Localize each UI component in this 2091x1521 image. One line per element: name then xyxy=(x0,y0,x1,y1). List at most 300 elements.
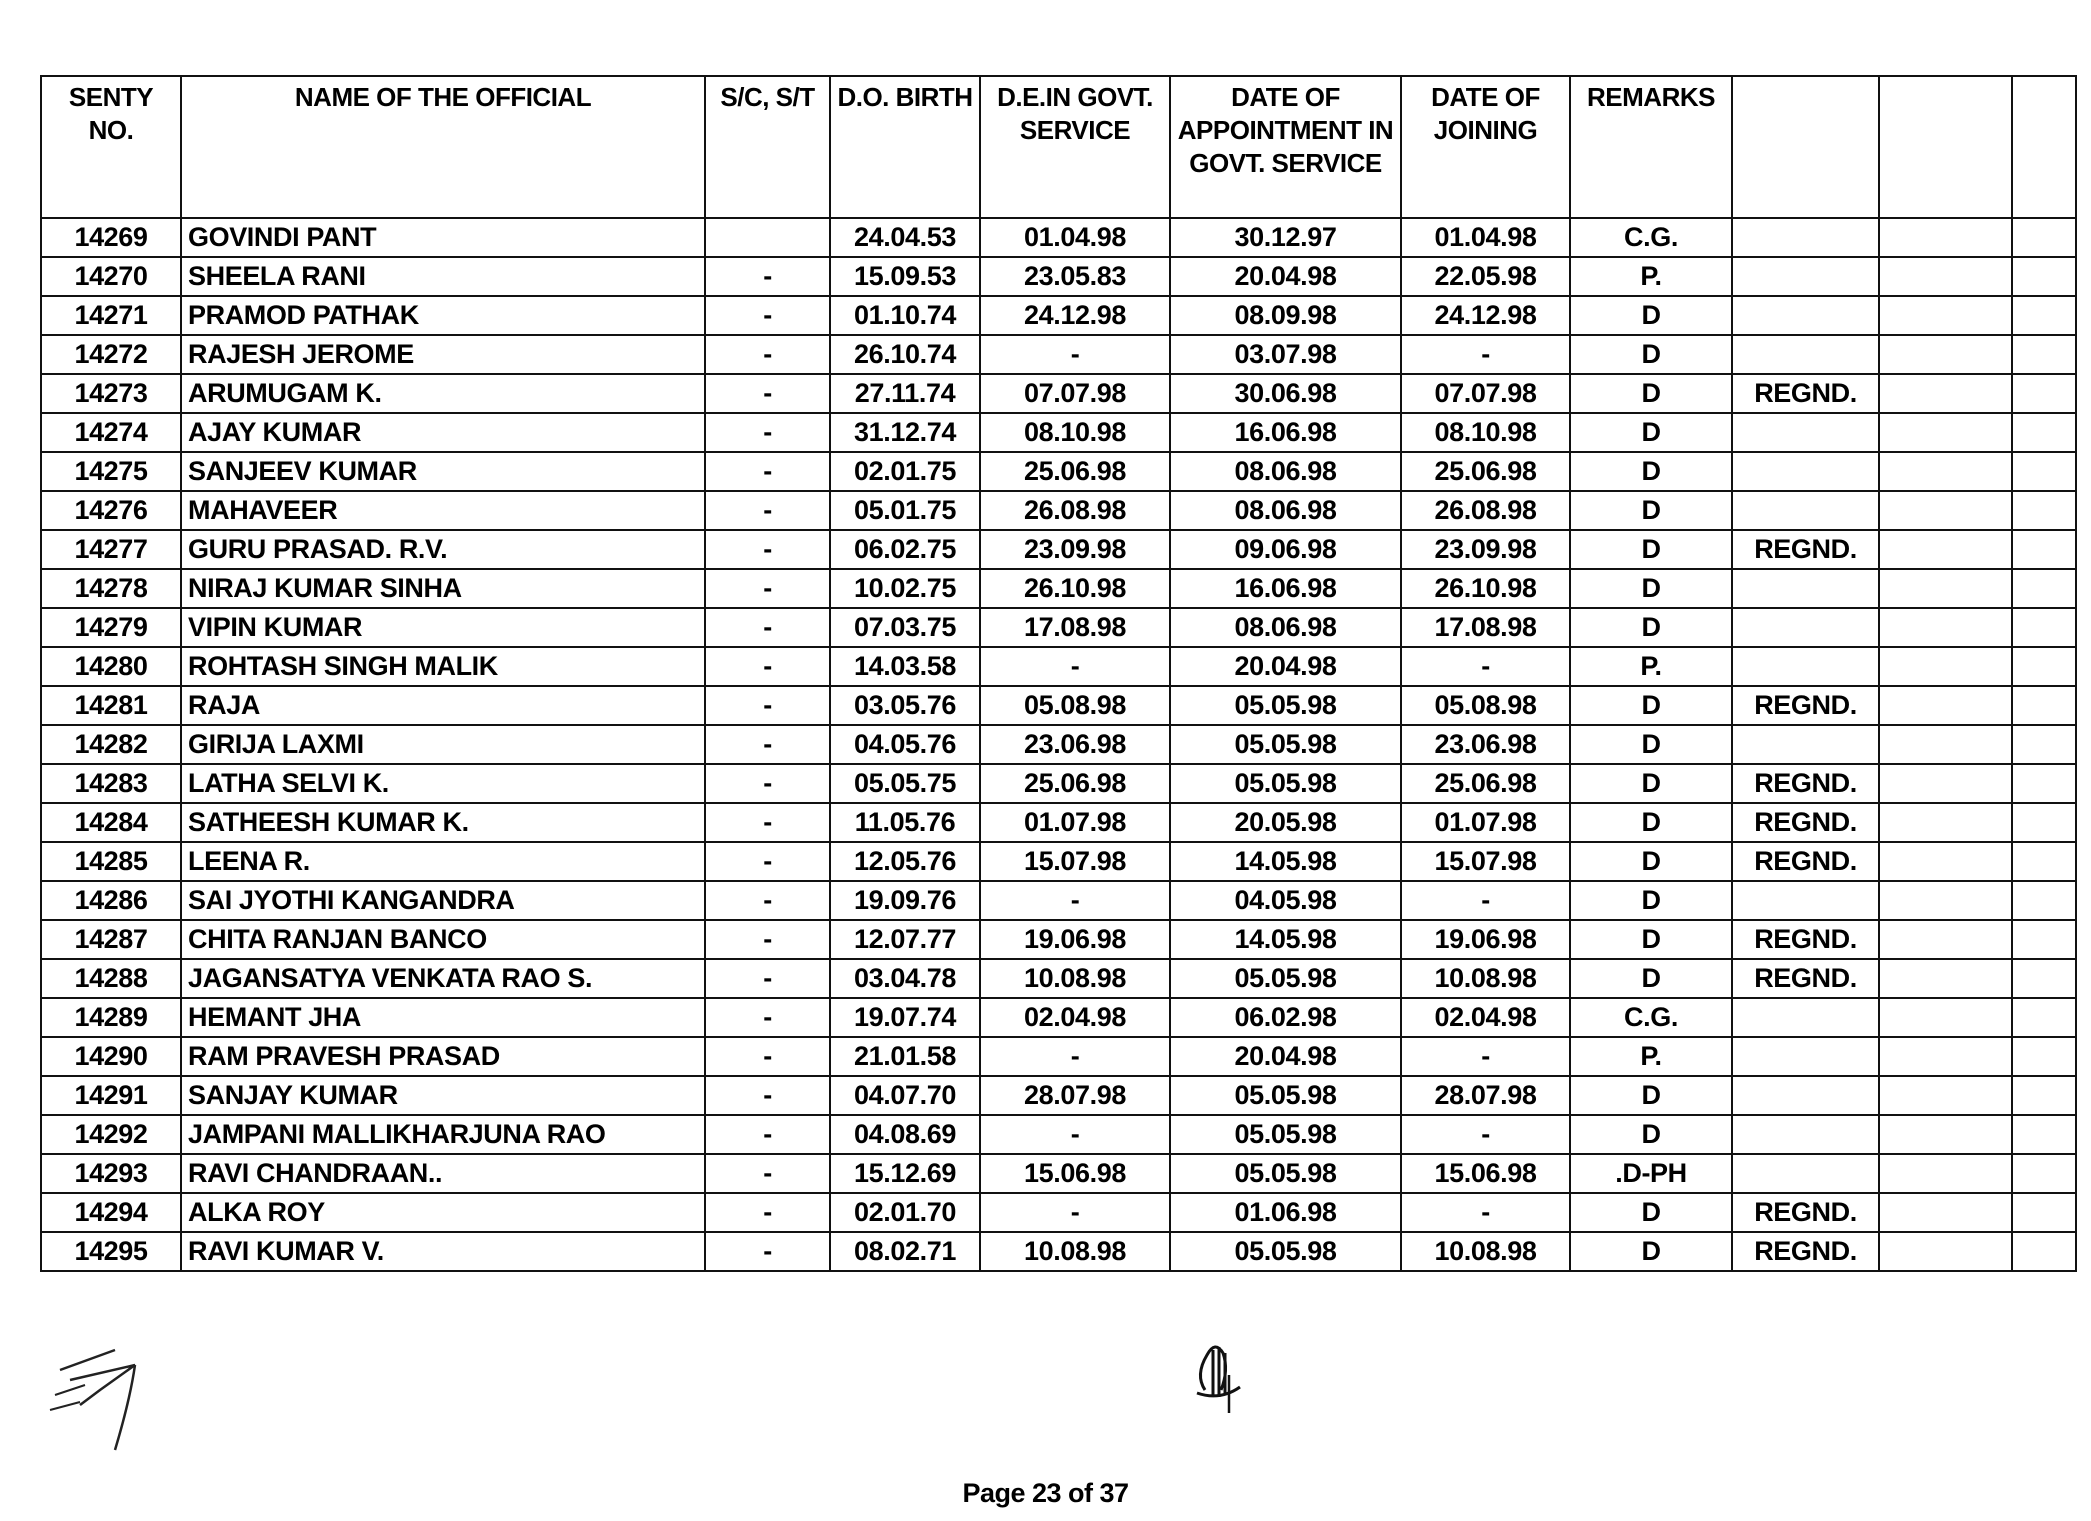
signature-middle xyxy=(1185,1335,1255,1415)
joining-date-cell: 26.08.98 xyxy=(1401,491,1570,530)
table-row xyxy=(41,1115,2076,1154)
appointment-date-cell: 06.02.98 xyxy=(1170,998,1401,1037)
remarks-cell: P. xyxy=(1570,257,1732,296)
appointment-date-cell: 16.06.98 xyxy=(1170,569,1401,608)
blank-cell-1 xyxy=(1879,998,2012,1037)
sc-st-cell: - xyxy=(705,335,830,374)
blank-cell-1 xyxy=(1879,881,2012,920)
remarks-cell: D xyxy=(1570,413,1732,452)
blank-cell-2 xyxy=(2012,998,2076,1037)
dob-cell: 04.05.76 xyxy=(830,725,980,764)
blank-cell-1 xyxy=(1879,686,2012,725)
joining-date-cell: 19.06.98 xyxy=(1401,920,1570,959)
de-govt-cell: - xyxy=(980,335,1170,374)
appointment-date-cell: 14.05.98 xyxy=(1170,842,1401,881)
de-govt-cell: - xyxy=(980,1115,1170,1154)
dob-cell: 04.07.70 xyxy=(830,1076,980,1115)
note-cell: REGND. xyxy=(1732,1193,1879,1232)
blank-cell-2 xyxy=(2012,413,2076,452)
sc-st-cell: - xyxy=(705,1076,830,1115)
appointment-date-cell: 14.05.98 xyxy=(1170,920,1401,959)
name-cell: SAI JYOTHI KANGANDRA xyxy=(181,881,705,920)
name-cell: HEMANT JHA xyxy=(181,998,705,1037)
table-row xyxy=(41,1076,2076,1115)
de-govt-cell: 24.12.98 xyxy=(980,296,1170,335)
name-cell: LEENA R. xyxy=(181,842,705,881)
sc-st-cell: - xyxy=(705,647,830,686)
blank-cell-1 xyxy=(1879,803,2012,842)
de-govt-cell: - xyxy=(980,1193,1170,1232)
joining-date-cell: 15.06.98 xyxy=(1401,1154,1570,1193)
de-govt-cell: 10.08.98 xyxy=(980,959,1170,998)
table-row xyxy=(41,335,2076,374)
header-dob: D.O. BIRTH xyxy=(830,76,980,218)
dob-cell: 10.02.75 xyxy=(830,569,980,608)
remarks-cell: D xyxy=(1570,1232,1732,1271)
note-cell: REGND. xyxy=(1732,842,1879,881)
remarks-cell: D xyxy=(1570,374,1732,413)
appointment-date-cell: 20.05.98 xyxy=(1170,803,1401,842)
table-row xyxy=(41,1193,2076,1232)
de-govt-cell: 23.09.98 xyxy=(980,530,1170,569)
de-govt-cell: - xyxy=(980,881,1170,920)
blank-cell-1 xyxy=(1879,1115,2012,1154)
joining-date-cell: 26.10.98 xyxy=(1401,569,1570,608)
senty-no-cell: 14281 xyxy=(41,686,181,725)
blank-cell-1 xyxy=(1879,374,2012,413)
dob-cell: 26.10.74 xyxy=(830,335,980,374)
blank-cell-1 xyxy=(1879,1193,2012,1232)
remarks-cell: D xyxy=(1570,959,1732,998)
joining-date-cell: 08.10.98 xyxy=(1401,413,1570,452)
senty-no-cell: 14280 xyxy=(41,647,181,686)
table-row xyxy=(41,413,2076,452)
sc-st-cell: - xyxy=(705,413,830,452)
note-cell xyxy=(1732,1154,1879,1193)
blank-cell-2 xyxy=(2012,257,2076,296)
senty-no-cell: 14276 xyxy=(41,491,181,530)
dob-cell: 12.07.77 xyxy=(830,920,980,959)
sc-st-cell: - xyxy=(705,1037,830,1076)
joining-date-cell: - xyxy=(1401,881,1570,920)
appointment-date-cell: 05.05.98 xyxy=(1170,1154,1401,1193)
senty-no-cell: 14274 xyxy=(41,413,181,452)
appointment-date-cell: 01.06.98 xyxy=(1170,1193,1401,1232)
blank-cell-2 xyxy=(2012,491,2076,530)
senty-no-cell: 14273 xyxy=(41,374,181,413)
note-cell xyxy=(1732,218,1879,257)
senty-no-cell: 14292 xyxy=(41,1115,181,1154)
joining-date-cell: - xyxy=(1401,1037,1570,1076)
dob-cell: 12.05.76 xyxy=(830,842,980,881)
table-row xyxy=(41,491,2076,530)
name-cell: JAGANSATYA VENKATA RAO S. xyxy=(181,959,705,998)
name-cell: JAMPANI MALLIKHARJUNA RAO xyxy=(181,1115,705,1154)
senty-no-cell: 14295 xyxy=(41,1232,181,1271)
senty-no-cell: 14291 xyxy=(41,1076,181,1115)
blank-cell-1 xyxy=(1879,959,2012,998)
table-row xyxy=(41,257,2076,296)
senty-no-cell: 14278 xyxy=(41,569,181,608)
senty-no-cell: 14272 xyxy=(41,335,181,374)
blank-cell-2 xyxy=(2012,1193,2076,1232)
senty-no-cell: 14288 xyxy=(41,959,181,998)
sc-st-cell: - xyxy=(705,881,830,920)
header-senty-no: SENTY NO. xyxy=(41,76,181,218)
de-govt-cell: 02.04.98 xyxy=(980,998,1170,1037)
appointment-date-cell: 20.04.98 xyxy=(1170,647,1401,686)
header-sc-st: S/C, S/T xyxy=(705,76,830,218)
sc-st-cell: - xyxy=(705,296,830,335)
blank-cell-2 xyxy=(2012,608,2076,647)
appointment-date-cell: 30.12.97 xyxy=(1170,218,1401,257)
blank-cell-1 xyxy=(1879,725,2012,764)
header-de-govt-service: D.E.IN GOVT. SERVICE xyxy=(980,76,1170,218)
appointment-date-cell: 05.05.98 xyxy=(1170,686,1401,725)
name-cell: LATHA SELVI K. xyxy=(181,764,705,803)
de-govt-cell: - xyxy=(980,647,1170,686)
name-cell: GIRIJA LAXMI xyxy=(181,725,705,764)
senty-no-cell: 14285 xyxy=(41,842,181,881)
blank-cell-2 xyxy=(2012,842,2076,881)
blank-cell-2 xyxy=(2012,725,2076,764)
dob-cell: 04.08.69 xyxy=(830,1115,980,1154)
joining-date-cell: 10.08.98 xyxy=(1401,959,1570,998)
joining-date-cell: 24.12.98 xyxy=(1401,296,1570,335)
blank-cell-2 xyxy=(2012,569,2076,608)
note-cell xyxy=(1732,647,1879,686)
header-row xyxy=(41,76,2076,218)
de-govt-cell: 17.08.98 xyxy=(980,608,1170,647)
remarks-cell: D xyxy=(1570,491,1732,530)
sc-st-cell: - xyxy=(705,491,830,530)
table-row xyxy=(41,686,2076,725)
remarks-cell: D xyxy=(1570,1115,1732,1154)
joining-date-cell: 25.06.98 xyxy=(1401,452,1570,491)
senty-no-cell: 14279 xyxy=(41,608,181,647)
de-govt-cell: 01.04.98 xyxy=(980,218,1170,257)
header-blank-1 xyxy=(1732,76,1879,218)
appointment-date-cell: 05.05.98 xyxy=(1170,1232,1401,1271)
blank-cell-2 xyxy=(2012,452,2076,491)
note-cell: REGND. xyxy=(1732,1232,1879,1271)
blank-cell-2 xyxy=(2012,1154,2076,1193)
joining-date-cell: 01.07.98 xyxy=(1401,803,1570,842)
dob-cell: 19.07.74 xyxy=(830,998,980,1037)
joining-date-cell: 01.04.98 xyxy=(1401,218,1570,257)
dob-cell: 15.12.69 xyxy=(830,1154,980,1193)
name-cell: AJAY KUMAR xyxy=(181,413,705,452)
table-row xyxy=(41,959,2076,998)
blank-cell-1 xyxy=(1879,491,2012,530)
note-cell: REGND. xyxy=(1732,764,1879,803)
de-govt-cell: 26.10.98 xyxy=(980,569,1170,608)
dob-cell: 06.02.75 xyxy=(830,530,980,569)
sc-st-cell: - xyxy=(705,725,830,764)
sc-st-cell: - xyxy=(705,374,830,413)
blank-cell-1 xyxy=(1879,452,2012,491)
de-govt-cell: 07.07.98 xyxy=(980,374,1170,413)
remarks-cell: D xyxy=(1570,335,1732,374)
de-govt-cell: 28.07.98 xyxy=(980,1076,1170,1115)
blank-cell-1 xyxy=(1879,647,2012,686)
page-number: Page 23 of 37 xyxy=(962,1478,1129,1508)
sc-st-cell: - xyxy=(705,452,830,491)
name-cell: CHITA RANJAN BANCO xyxy=(181,920,705,959)
dob-cell: 02.01.75 xyxy=(830,452,980,491)
de-govt-cell: 23.05.83 xyxy=(980,257,1170,296)
table-row xyxy=(41,374,2076,413)
senty-no-cell: 14277 xyxy=(41,530,181,569)
note-cell xyxy=(1732,725,1879,764)
table-row xyxy=(41,608,2076,647)
note-cell xyxy=(1732,1076,1879,1115)
joining-date-cell: 17.08.98 xyxy=(1401,608,1570,647)
senty-no-cell: 14282 xyxy=(41,725,181,764)
remarks-cell: D xyxy=(1570,881,1732,920)
senty-no-cell: 14275 xyxy=(41,452,181,491)
blank-cell-2 xyxy=(2012,530,2076,569)
dob-cell: 03.04.78 xyxy=(830,959,980,998)
blank-cell-1 xyxy=(1879,413,2012,452)
appointment-date-cell: 05.05.98 xyxy=(1170,1076,1401,1115)
table-row xyxy=(41,725,2076,764)
sc-st-cell: - xyxy=(705,998,830,1037)
name-cell: SATHEESH KUMAR K. xyxy=(181,803,705,842)
joining-date-cell: 22.05.98 xyxy=(1401,257,1570,296)
appointment-date-cell: 09.06.98 xyxy=(1170,530,1401,569)
note-cell xyxy=(1732,1037,1879,1076)
remarks-cell: D xyxy=(1570,1076,1732,1115)
blank-cell-1 xyxy=(1879,335,2012,374)
joining-date-cell: 05.08.98 xyxy=(1401,686,1570,725)
blank-cell-2 xyxy=(2012,881,2076,920)
senty-no-cell: 14270 xyxy=(41,257,181,296)
table-row xyxy=(41,920,2076,959)
note-cell xyxy=(1732,413,1879,452)
header-name: NAME OF THE OFFICIAL xyxy=(181,76,705,218)
dob-cell: 15.09.53 xyxy=(830,257,980,296)
appointment-date-cell: 16.06.98 xyxy=(1170,413,1401,452)
remarks-cell: D xyxy=(1570,920,1732,959)
blank-cell-1 xyxy=(1879,1076,2012,1115)
name-cell: RAVI KUMAR V. xyxy=(181,1232,705,1271)
appointment-date-cell: 08.09.98 xyxy=(1170,296,1401,335)
appointment-date-cell: 20.04.98 xyxy=(1170,1037,1401,1076)
sc-st-cell: - xyxy=(705,920,830,959)
name-cell: ARUMUGAM K. xyxy=(181,374,705,413)
remarks-cell: D xyxy=(1570,530,1732,569)
blank-cell-1 xyxy=(1879,296,2012,335)
note-cell: REGND. xyxy=(1732,803,1879,842)
remarks-cell: .D-PH xyxy=(1570,1154,1732,1193)
de-govt-cell: 15.07.98 xyxy=(980,842,1170,881)
remarks-cell: C.G. xyxy=(1570,998,1732,1037)
blank-cell-2 xyxy=(2012,647,2076,686)
remarks-cell: D xyxy=(1570,296,1732,335)
dob-cell: 21.01.58 xyxy=(830,1037,980,1076)
joining-date-cell: 25.06.98 xyxy=(1401,764,1570,803)
note-cell xyxy=(1732,608,1879,647)
blank-cell-1 xyxy=(1879,842,2012,881)
remarks-cell: D xyxy=(1570,764,1732,803)
joining-date-cell: 07.07.98 xyxy=(1401,374,1570,413)
appointment-date-cell: 05.05.98 xyxy=(1170,1115,1401,1154)
dob-cell: 24.04.53 xyxy=(830,218,980,257)
blank-cell-1 xyxy=(1879,764,2012,803)
de-govt-cell: 10.08.98 xyxy=(980,1232,1170,1271)
de-govt-cell: 05.08.98 xyxy=(980,686,1170,725)
table-row xyxy=(41,764,2076,803)
sc-st-cell: - xyxy=(705,257,830,296)
name-cell: SHEELA RANI xyxy=(181,257,705,296)
table-row xyxy=(41,842,2076,881)
header-date-of-joining: DATE OF JOINING xyxy=(1401,76,1570,218)
dob-cell: 05.05.75 xyxy=(830,764,980,803)
senty-no-cell: 14293 xyxy=(41,1154,181,1193)
joining-date-cell: - xyxy=(1401,335,1570,374)
blank-cell-1 xyxy=(1879,1037,2012,1076)
sc-st-cell: - xyxy=(705,569,830,608)
table-row xyxy=(41,647,2076,686)
name-cell: GURU PRASAD. R.V. xyxy=(181,530,705,569)
sc-st-cell: - xyxy=(705,1193,830,1232)
table-body xyxy=(41,218,2076,1271)
remarks-cell: P. xyxy=(1570,1037,1732,1076)
blank-cell-2 xyxy=(2012,1115,2076,1154)
dob-cell: 31.12.74 xyxy=(830,413,980,452)
sc-st-cell xyxy=(705,218,830,257)
table-row xyxy=(41,1232,2076,1271)
blank-cell-2 xyxy=(2012,803,2076,842)
note-cell xyxy=(1732,569,1879,608)
senty-no-cell: 14294 xyxy=(41,1193,181,1232)
blank-cell-2 xyxy=(2012,1076,2076,1115)
remarks-cell: D xyxy=(1570,1193,1732,1232)
table-row xyxy=(41,452,2076,491)
sc-st-cell: - xyxy=(705,842,830,881)
note-cell xyxy=(1732,257,1879,296)
name-cell: GOVINDI PANT xyxy=(181,218,705,257)
note-cell: REGND. xyxy=(1732,920,1879,959)
name-cell: RAJA xyxy=(181,686,705,725)
blank-cell-1 xyxy=(1879,218,2012,257)
sc-st-cell: - xyxy=(705,530,830,569)
appointment-date-cell: 08.06.98 xyxy=(1170,452,1401,491)
sc-st-cell: - xyxy=(705,1115,830,1154)
blank-cell-2 xyxy=(2012,335,2076,374)
blank-cell-2 xyxy=(2012,218,2076,257)
blank-cell-1 xyxy=(1879,530,2012,569)
note-cell: REGND. xyxy=(1732,530,1879,569)
blank-cell-2 xyxy=(2012,959,2076,998)
de-govt-cell: 26.08.98 xyxy=(980,491,1170,530)
dob-cell: 19.09.76 xyxy=(830,881,980,920)
dob-cell: 07.03.75 xyxy=(830,608,980,647)
remarks-cell: D xyxy=(1570,686,1732,725)
appointment-date-cell: 04.05.98 xyxy=(1170,881,1401,920)
blank-cell-2 xyxy=(2012,1037,2076,1076)
blank-cell-1 xyxy=(1879,920,2012,959)
note-cell: REGND. xyxy=(1732,959,1879,998)
name-cell: PRAMOD PATHAK xyxy=(181,296,705,335)
seniority-table xyxy=(40,75,2077,1272)
table-row xyxy=(41,881,2076,920)
appointment-date-cell: 03.07.98 xyxy=(1170,335,1401,374)
remarks-cell: D xyxy=(1570,842,1732,881)
note-cell xyxy=(1732,998,1879,1037)
remarks-cell: D xyxy=(1570,569,1732,608)
appointment-date-cell: 08.06.98 xyxy=(1170,608,1401,647)
sc-st-cell: - xyxy=(705,608,830,647)
name-cell: SANJAY KUMAR xyxy=(181,1076,705,1115)
note-cell: REGND. xyxy=(1732,686,1879,725)
table-row xyxy=(41,998,2076,1037)
blank-cell-2 xyxy=(2012,1232,2076,1271)
de-govt-cell: 25.06.98 xyxy=(980,452,1170,491)
de-govt-cell: - xyxy=(980,1037,1170,1076)
senty-no-cell: 14283 xyxy=(41,764,181,803)
joining-date-cell: - xyxy=(1401,1193,1570,1232)
note-cell xyxy=(1732,1115,1879,1154)
joining-date-cell: 10.08.98 xyxy=(1401,1232,1570,1271)
table-row xyxy=(41,218,2076,257)
note-cell xyxy=(1732,335,1879,374)
joining-date-cell: 23.06.98 xyxy=(1401,725,1570,764)
appointment-date-cell: 05.05.98 xyxy=(1170,764,1401,803)
senty-no-cell: 14271 xyxy=(41,296,181,335)
table-row xyxy=(41,530,2076,569)
appointment-date-cell: 30.06.98 xyxy=(1170,374,1401,413)
dob-cell: 01.10.74 xyxy=(830,296,980,335)
dob-cell: 05.01.75 xyxy=(830,491,980,530)
senty-no-cell: 14289 xyxy=(41,998,181,1037)
blank-cell-1 xyxy=(1879,569,2012,608)
joining-date-cell: 23.09.98 xyxy=(1401,530,1570,569)
joining-date-cell: 15.07.98 xyxy=(1401,842,1570,881)
appointment-date-cell: 08.06.98 xyxy=(1170,491,1401,530)
remarks-cell: D xyxy=(1570,608,1732,647)
note-cell: REGND. xyxy=(1732,374,1879,413)
dob-cell: 11.05.76 xyxy=(830,803,980,842)
de-govt-cell: 15.06.98 xyxy=(980,1154,1170,1193)
senty-no-cell: 14286 xyxy=(41,881,181,920)
dob-cell: 03.05.76 xyxy=(830,686,980,725)
senty-no-cell: 14287 xyxy=(41,920,181,959)
name-cell: MAHAVEER xyxy=(181,491,705,530)
header-remarks: REMARKS xyxy=(1570,76,1732,218)
remarks-cell: C.G. xyxy=(1570,218,1732,257)
dob-cell: 08.02.71 xyxy=(830,1232,980,1271)
blank-cell-1 xyxy=(1879,1232,2012,1271)
sc-st-cell: - xyxy=(705,959,830,998)
de-govt-cell: 19.06.98 xyxy=(980,920,1170,959)
table-row xyxy=(41,296,2076,335)
de-govt-cell: 25.06.98 xyxy=(980,764,1170,803)
name-cell: RAM PRAVESH PRASAD xyxy=(181,1037,705,1076)
blank-cell-2 xyxy=(2012,686,2076,725)
blank-cell-1 xyxy=(1879,608,2012,647)
senty-no-cell: 14290 xyxy=(41,1037,181,1076)
senty-no-cell: 14269 xyxy=(41,218,181,257)
de-govt-cell: 23.06.98 xyxy=(980,725,1170,764)
remarks-cell: D xyxy=(1570,725,1732,764)
table-row xyxy=(41,1154,2076,1193)
name-cell: ROHTASH SINGH MALIK xyxy=(181,647,705,686)
note-cell xyxy=(1732,452,1879,491)
de-govt-cell: 01.07.98 xyxy=(980,803,1170,842)
name-cell: RAVI CHANDRAAN.. xyxy=(181,1154,705,1193)
